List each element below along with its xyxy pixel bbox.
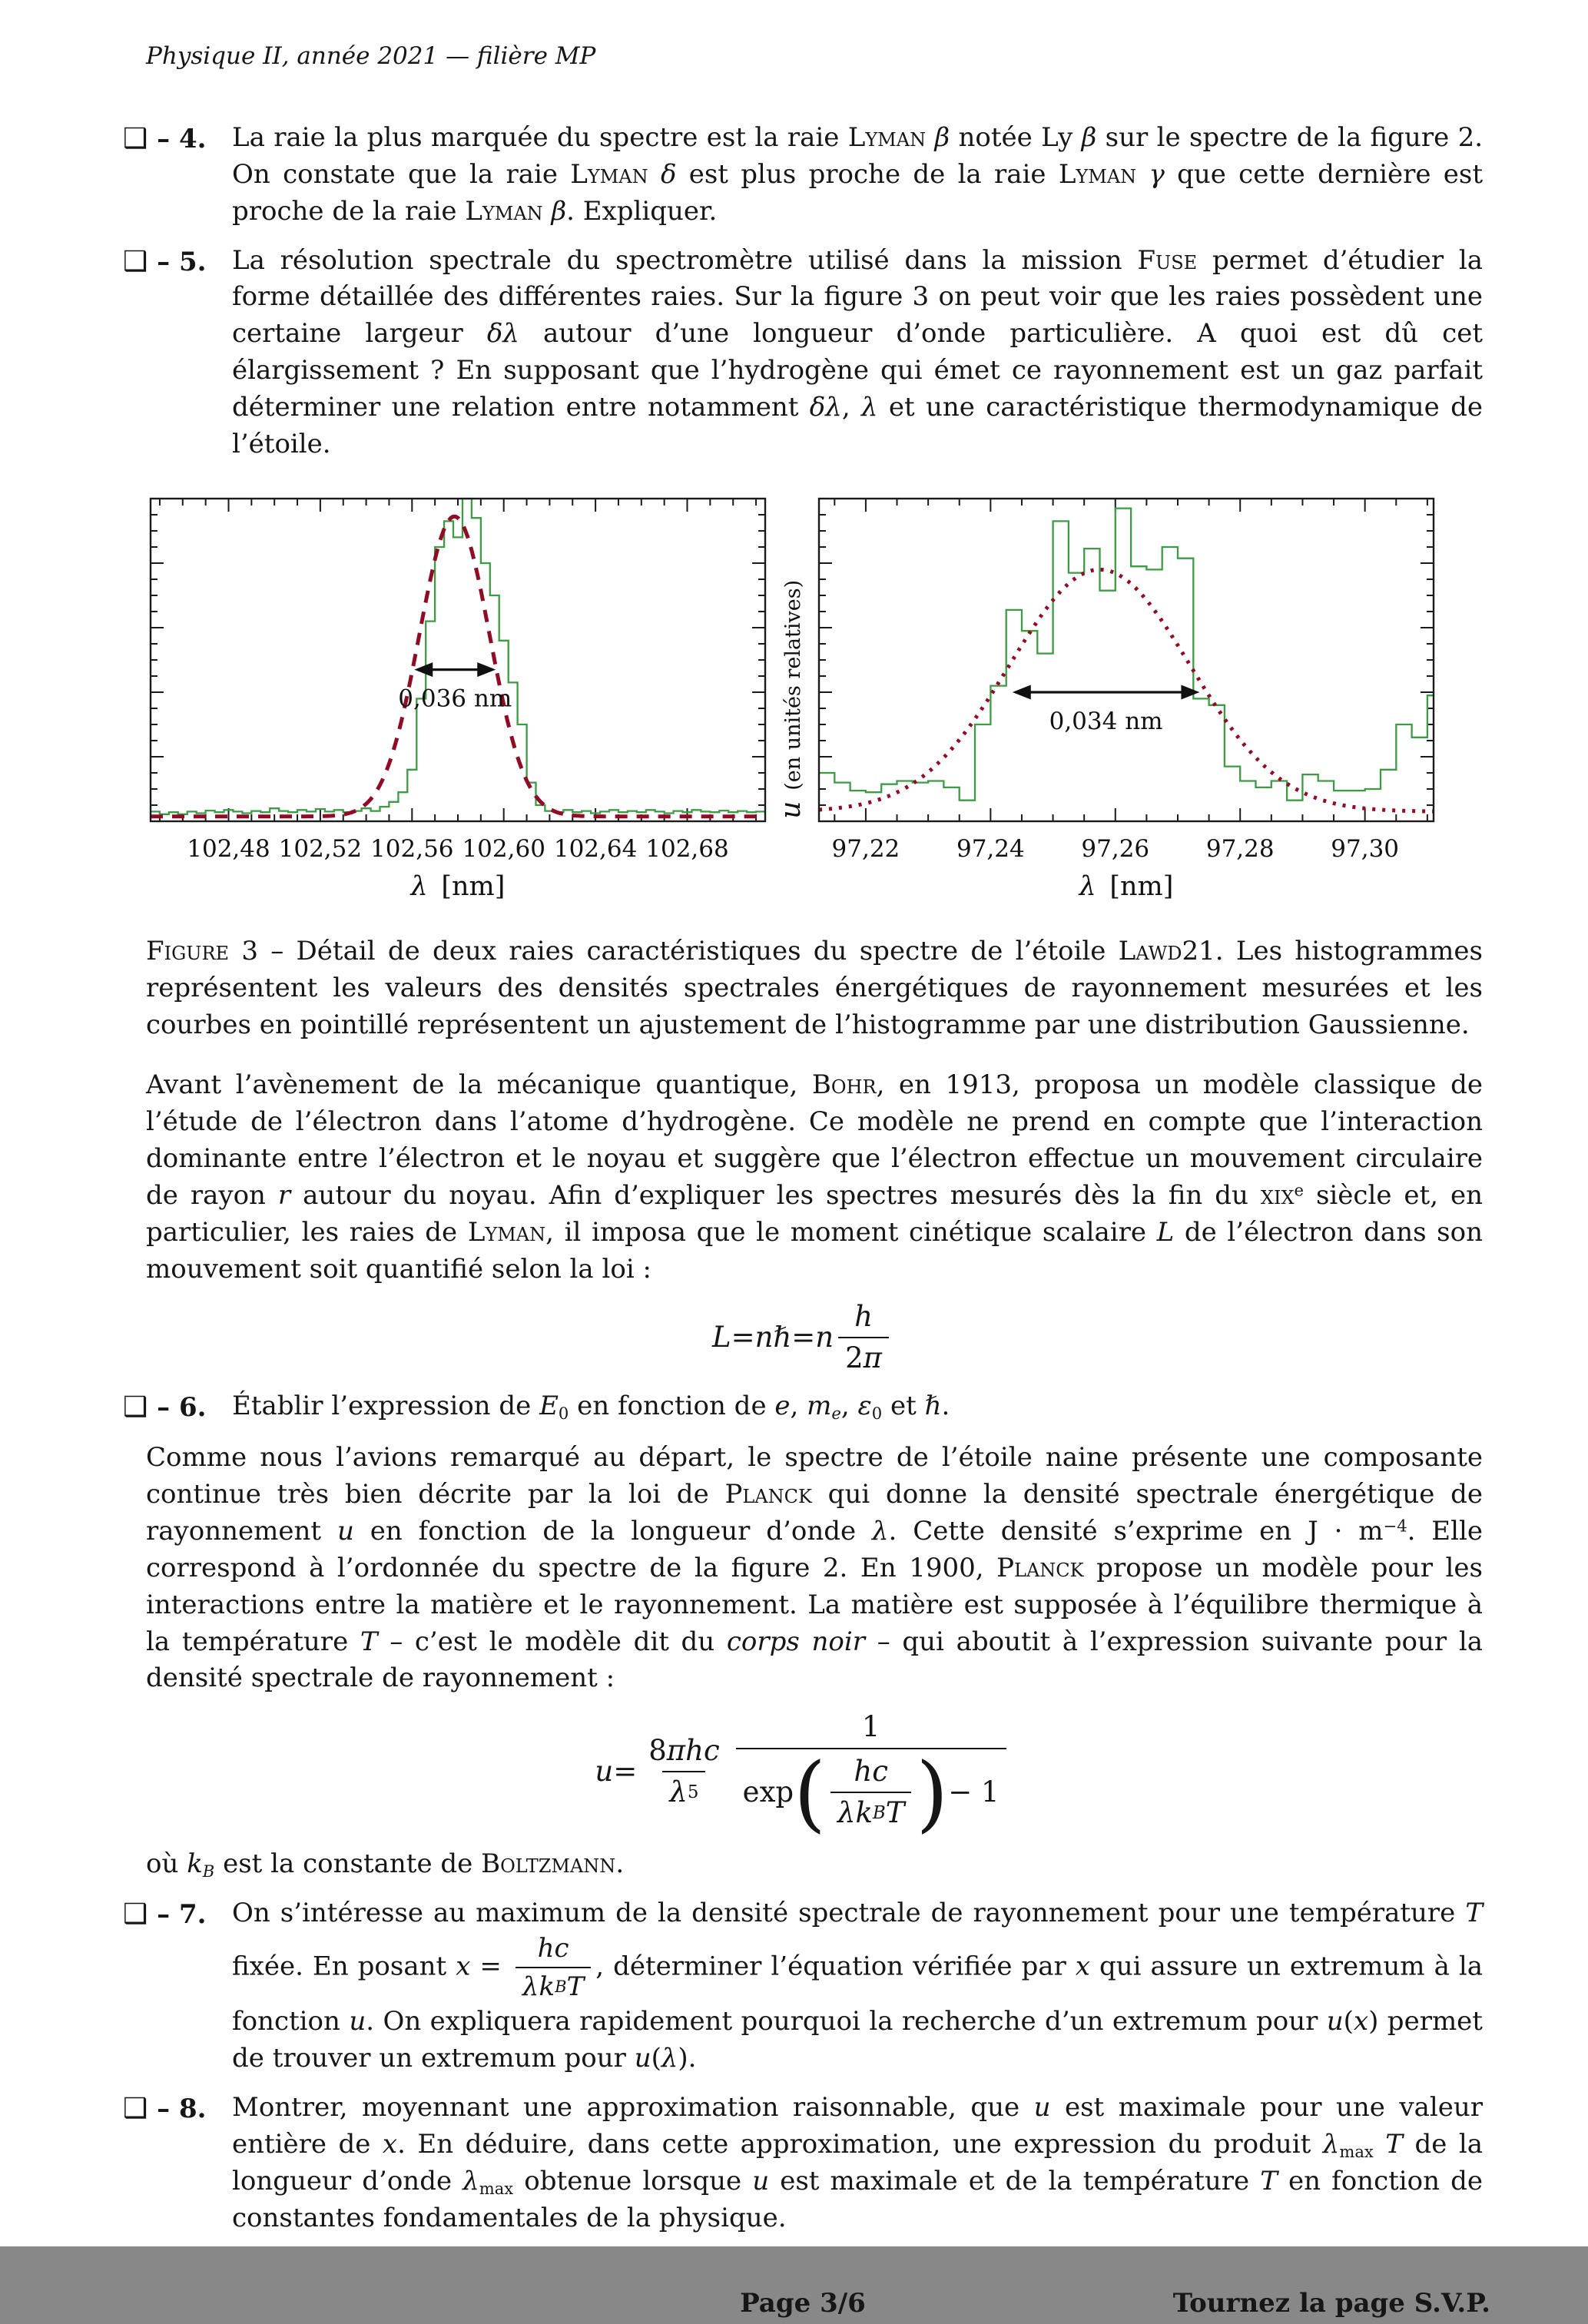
page-number: Page 3/6 (740, 2288, 866, 2319)
text-segment: T (1465, 1897, 1483, 1928)
big-parenthesis: ( (794, 1745, 826, 1842)
fraction (516, 1932, 591, 2004)
text-segment: e (774, 1391, 791, 1422)
text-segment: La raie la plus marquée du spectre est la raie (232, 121, 848, 153)
text-segment: T (360, 1626, 378, 1657)
text-segment: λ (860, 392, 878, 423)
text-segment: e (1294, 1180, 1305, 1200)
question-7-number: – 7. (157, 1898, 207, 1930)
text-segment: = (731, 1320, 755, 1354)
question-6-marker (123, 1388, 232, 1427)
text-segment: L (1156, 1216, 1175, 1248)
text-segment: = (791, 1320, 816, 1354)
text-segment: , (790, 1391, 807, 1422)
text-segment: , déterminer l’équation vérifiée par (595, 1951, 1076, 1982)
question-4-text (232, 120, 1483, 230)
text-segment: β (1081, 121, 1097, 153)
x-tick-label: 97,30 (1331, 835, 1400, 864)
text-segment: obtenue lorsque (513, 2165, 753, 2196)
text-segment: δλ (809, 392, 842, 423)
text-segment: et une caractéristique thermodynamique de l’étoile. (232, 392, 1483, 460)
angular-momentum-formula (123, 1299, 1483, 1377)
question-7-marker (123, 1895, 232, 2077)
fraction-numerator (855, 1709, 887, 1747)
text-segment: k (187, 1848, 203, 1879)
text-segment: Lyman (1058, 158, 1137, 190)
question-4-number: – 4. (157, 123, 207, 154)
text-segment: 1 (861, 1710, 880, 1744)
text-segment: en fonction de la longueur d’onde (353, 1515, 872, 1547)
fraction (736, 1709, 1006, 1842)
turn-page-notice: Tournez la page S.V.P. (1172, 2288, 1490, 2319)
text-segment: en fonction de (569, 1391, 775, 1422)
text-segment: – c’est le modèle dit du (377, 1626, 727, 1657)
x-tick-label: 97,28 (1205, 835, 1275, 864)
text-segment: x (1353, 2005, 1369, 2037)
text-segment: λk (522, 1971, 555, 2003)
question-6 (123, 1388, 1483, 1427)
text-segment: . Elle correspond à l’ordonnée du spectre de la figure 2. En 1900, (146, 1515, 1483, 1583)
x-axis-label: λ [nm] (410, 871, 506, 903)
text-segment: T (1260, 2165, 1278, 2196)
text-segment: et ℏ. (882, 1391, 950, 1422)
text-segment: 21. Les histogrammes représentent les valeurs des densités spectrales énergétiques de rayonnement mesurées et les courbes en pointillé représentent un ajustement de l’histogramme par une distribution Gaussienne. (146, 936, 1483, 1041)
fraction-denominator (838, 1337, 889, 1376)
text-segment: , il imposa que le moment cinétique scalaire (545, 1216, 1157, 1248)
page-footer (123, 2286, 1490, 2324)
text-segment: 8 (648, 1733, 667, 1767)
text-segment: γ (1149, 158, 1165, 190)
x-tick-label: 97,24 (956, 835, 1025, 864)
plot-border (819, 499, 1434, 821)
planck-paragraph (146, 1440, 1483, 1698)
checkbox-icon: ❑ (123, 122, 148, 154)
width-annotation-label: 0,036 nm (398, 685, 512, 713)
text-segment: T (1385, 2128, 1403, 2160)
text-segment: La résolution spectrale du spectromètre utilisé dans la mission (232, 244, 1138, 276)
page-header-title: Physique II, année 2021 — filière MP (146, 42, 596, 70)
x-tick-label: 97,22 (831, 835, 900, 864)
text-segment: π (666, 1733, 686, 1767)
text-segment: λ (871, 1515, 889, 1547)
text-segment: 2 (845, 1341, 864, 1374)
text-segment: Lyman (467, 1216, 546, 1248)
x-tick-label: 97,26 (1081, 835, 1150, 864)
text-segment: Lyman (570, 158, 648, 190)
figure-3 (146, 492, 1483, 906)
text-segment: max (1339, 2141, 1374, 2161)
text-segment: hc (537, 1932, 569, 1964)
text-segment: , (840, 1391, 858, 1422)
text-segment: propose un modèle pour les interactions entre la matière et le rayonnement. La matière est supposée à l’équilibre thermique à la température (146, 1552, 1484, 1657)
question-4-marker (123, 120, 232, 230)
text-segment: e (831, 1403, 841, 1423)
checkbox-icon: ❑ (123, 245, 148, 277)
text-segment: β (551, 195, 567, 227)
text-segment: − 1 (948, 1775, 1000, 1809)
y-axis-symbol: u (775, 801, 807, 819)
text-segment: 0 (871, 1403, 883, 1423)
text-segment: permet d’étudier la forme détaillée des différentes raies. Sur la figure 3 on peut voir que les raies possèdent une certaine largeur (232, 244, 1484, 350)
x-tick-label: 102,56 (370, 835, 454, 864)
gaussian-fit-path (151, 516, 765, 816)
text-segment: λk (837, 1796, 873, 1830)
text-segment: est plus proche de la raie (676, 158, 1059, 190)
text-segment: B (202, 1861, 215, 1881)
question-6-number: – 6. (157, 1392, 207, 1424)
text-segment: qui assure un extremum à la fonction (232, 1951, 1483, 2037)
text-segment: hc (685, 1733, 720, 1767)
text-segment: Lyman (847, 121, 927, 153)
text-segment: ε (857, 1391, 872, 1422)
text-segment: notée Ly (950, 121, 1082, 153)
text-segment: T (885, 1796, 905, 1830)
text-segment: B (555, 1977, 567, 1997)
text-segment: . Cette densité s’exprime en J · m (888, 1515, 1384, 1547)
text-segment: qui donne la densité spectrale énergétique de rayonnement (146, 1478, 1484, 1547)
text-segment: . On expliquera rapidement pourquoi la recherche d’un extremum pour (366, 2005, 1327, 2037)
text-segment: E (539, 1391, 559, 1422)
text-segment: ) (1368, 2005, 1379, 2037)
text-segment: = (613, 1755, 638, 1789)
text-segment: h (854, 1299, 873, 1333)
text-segment: Lyman (465, 195, 543, 227)
text-segment: 3 – Détail de deux raies caractéristiques du spectre de l’étoile (229, 936, 1119, 967)
checkbox-icon: ❑ (123, 2092, 148, 2124)
text-segment: On s’intéresse au maximum de la densité spectrale de rayonnement pour une température (232, 1897, 1466, 1928)
fraction-numerator (641, 1733, 726, 1771)
question-8-text (232, 2090, 1483, 2237)
x-tick-label: 102,48 (187, 835, 270, 864)
text-segment: β (934, 121, 950, 153)
histogram-path (819, 509, 1434, 801)
text-segment: L (711, 1320, 731, 1354)
text-segment: que cette dernière est proche de la raie (232, 158, 1484, 227)
text-segment: u (349, 2005, 366, 2037)
question-5-number: – 5. (157, 246, 207, 277)
text-segment: siècle et, en particulier, les raies de (146, 1179, 1483, 1248)
text-segment: Boltzmann (481, 1848, 616, 1879)
figure-3-caption (146, 933, 1483, 1044)
text-segment: fixée. En posant (232, 1951, 456, 1982)
arrowhead-left-icon (1013, 685, 1031, 700)
x-tick-label: 102,64 (553, 835, 638, 864)
chart-lyman-gamma-line (814, 492, 1438, 906)
text-segment: , (841, 392, 861, 423)
checkbox-icon: ❑ (123, 1391, 148, 1424)
text-segment: max (479, 2178, 514, 2198)
gaussian-fit-path (819, 570, 1434, 812)
text-segment: autour d’une longueur d’onde particulière. A quoi est dû cet élargissement ? En supposant que l’hydrogène qui émet ce rayonnement est un gaz parfait déterminer une relation entre notamment (232, 318, 1483, 423)
fraction (830, 1754, 911, 1832)
fraction-numerator (847, 1299, 880, 1337)
histogram-path (151, 499, 765, 814)
text-segment: Lawd (1118, 936, 1182, 967)
text-segment: exp (742, 1775, 794, 1809)
text-segment: . En déduire, dans cette approximation, une expression du produit (397, 2128, 1323, 2160)
fraction (838, 1299, 889, 1377)
text-segment: B (872, 1803, 886, 1824)
question-6-text (232, 1388, 1483, 1427)
text-segment: x (382, 2128, 398, 2160)
x-tick-label: 102,60 (462, 835, 545, 864)
y-axis-label (770, 492, 814, 906)
text-segment: u (634, 2042, 651, 2074)
text-segment: δ (660, 158, 677, 190)
y-axis-label-text (773, 580, 812, 819)
text-segment: x (1075, 1951, 1090, 1982)
text-segment: Avant l’avènement de la mécanique quantique, (146, 1069, 812, 1100)
fraction-denominator (736, 1745, 1006, 1842)
text-segment: est la constante de (214, 1848, 482, 1879)
text-segment (648, 159, 661, 190)
text-segment: n (815, 1320, 834, 1354)
text-segment: = (470, 1951, 511, 1982)
text-segment: u (336, 1515, 354, 1547)
boltzmann-note (146, 1846, 1483, 1883)
text-segment: . Expliquer. (566, 195, 718, 227)
text-segment: π (863, 1341, 882, 1374)
text-segment: hc (854, 1755, 888, 1789)
text-segment: u (595, 1755, 614, 1789)
x-axis-label: λ [nm] (1079, 871, 1174, 903)
text-segment: Planck (724, 1478, 812, 1510)
text-segment: – qui aboutit à l’expression suivante pour la densité spectrale de rayonnement : (146, 1626, 1483, 1694)
text-segment: en fonction de constantes fondamentales de la physique. (232, 2165, 1484, 2233)
text-segment: ). (678, 2042, 697, 2074)
fraction-denominator (662, 1771, 705, 1810)
text-segment: λ (669, 1775, 688, 1809)
text-segment: T (566, 1971, 585, 2003)
planck-law-formula (123, 1709, 1483, 1842)
question-7-text (232, 1895, 1483, 2077)
text-segment: Planck (996, 1552, 1084, 1583)
text-segment: , en 1913, proposa un modèle classique de l’étude de l’électron dans l’atome d’hydrogène. Ce modèle ne prend en compte que l’interaction dominante entre l’électron et le noyau et suggère que l’électron effectue un mouvement circulaire de rayon (146, 1069, 1483, 1211)
text-segment: corps noir (726, 1626, 866, 1657)
text-segment: de la longueur d’onde (232, 2128, 1483, 2196)
question-5-marker (123, 243, 232, 464)
x-tick-label: 102,68 (645, 835, 729, 864)
question-7 (123, 1895, 1483, 2077)
text-segment: ( (1343, 2005, 1354, 2037)
fraction-denominator (830, 1792, 911, 1831)
chart-lyman-beta-line (146, 492, 770, 906)
text-segment: de l’électron dans son mouvement soit quantifié selon la loi : (146, 1216, 1483, 1285)
arrowhead-right-icon (477, 662, 496, 677)
text-segment: Bohr (811, 1069, 877, 1100)
text-segment: . (615, 1848, 625, 1879)
question-5 (123, 243, 1483, 464)
arrowhead-right-icon (1181, 685, 1199, 700)
text-segment: autour du noyau. Afin d’expliquer les spectres mesurés dès la fin du (290, 1179, 1261, 1211)
text-segment: Établir l’expression de (232, 1391, 540, 1422)
text-segment: δλ (486, 318, 519, 350)
text-segment: xix (1260, 1179, 1295, 1211)
text-segment: u (1326, 2005, 1344, 2037)
fraction-numerator (531, 1932, 576, 1968)
plot-border (151, 499, 765, 821)
text-segment: n (754, 1320, 774, 1354)
question-8-marker (123, 2090, 232, 2237)
checkbox-icon: ❑ (123, 1898, 148, 1930)
text-segment: est maximale pour une valeur entière de (232, 2091, 1484, 2160)
y-axis-unit: (en unités relatives) (781, 579, 806, 791)
text-segment (1136, 159, 1149, 190)
question-8 (123, 2090, 1483, 2237)
text-segment: Fuse (1137, 244, 1198, 276)
text-segment: u (1033, 2091, 1051, 2123)
text-segment: u (752, 2165, 770, 2196)
bohr-paragraph (146, 1067, 1483, 1288)
arrowhead-left-icon (414, 662, 433, 677)
text-segment: r (277, 1179, 291, 1211)
question-8-number: – 8. (157, 2093, 207, 2124)
text-segment: est maximale et de la température (769, 2165, 1261, 2196)
text-segment: sur le spectre de la figure 2. On constate que la raie (232, 121, 1484, 190)
text-segment: ( (651, 2042, 661, 2074)
text-segment: 0 (558, 1403, 569, 1423)
text-segment: ℏ (773, 1320, 792, 1354)
question-4 (123, 120, 1483, 230)
x-tick-label: 102,52 (278, 835, 363, 864)
text-segment: Montrer, moyennant une approximation raisonnable, que (232, 2091, 1034, 2123)
text-segment (1374, 2129, 1386, 2160)
width-annotation-label: 0,034 nm (1049, 708, 1163, 736)
fraction-numerator (847, 1754, 895, 1792)
text-segment: λ (1322, 2128, 1340, 2160)
text-segment: λ (462, 2165, 479, 2196)
text-segment: 5 (687, 1782, 699, 1802)
text-segment: permet de trouver un extremum pour (232, 2005, 1483, 2074)
fraction-denominator (516, 1967, 591, 2004)
text-segment: −4 (1383, 1516, 1407, 1536)
text-segment: m (807, 1391, 832, 1422)
text-segment: x (456, 1951, 471, 1982)
text-segment: Figure (146, 936, 230, 967)
big-parenthesis: ) (916, 1745, 949, 1842)
fraction (641, 1733, 726, 1811)
text-segment: λ (661, 2042, 678, 2074)
text-segment (926, 122, 934, 153)
text-segment: où (146, 1848, 187, 1879)
text-segment: Comme nous l’avions remarqué au départ, le spectre de l’étoile naine présente une composante continue très bien décrite par la loi de (146, 1441, 1483, 1510)
question-5-text (232, 243, 1483, 464)
text-segment (543, 196, 552, 227)
